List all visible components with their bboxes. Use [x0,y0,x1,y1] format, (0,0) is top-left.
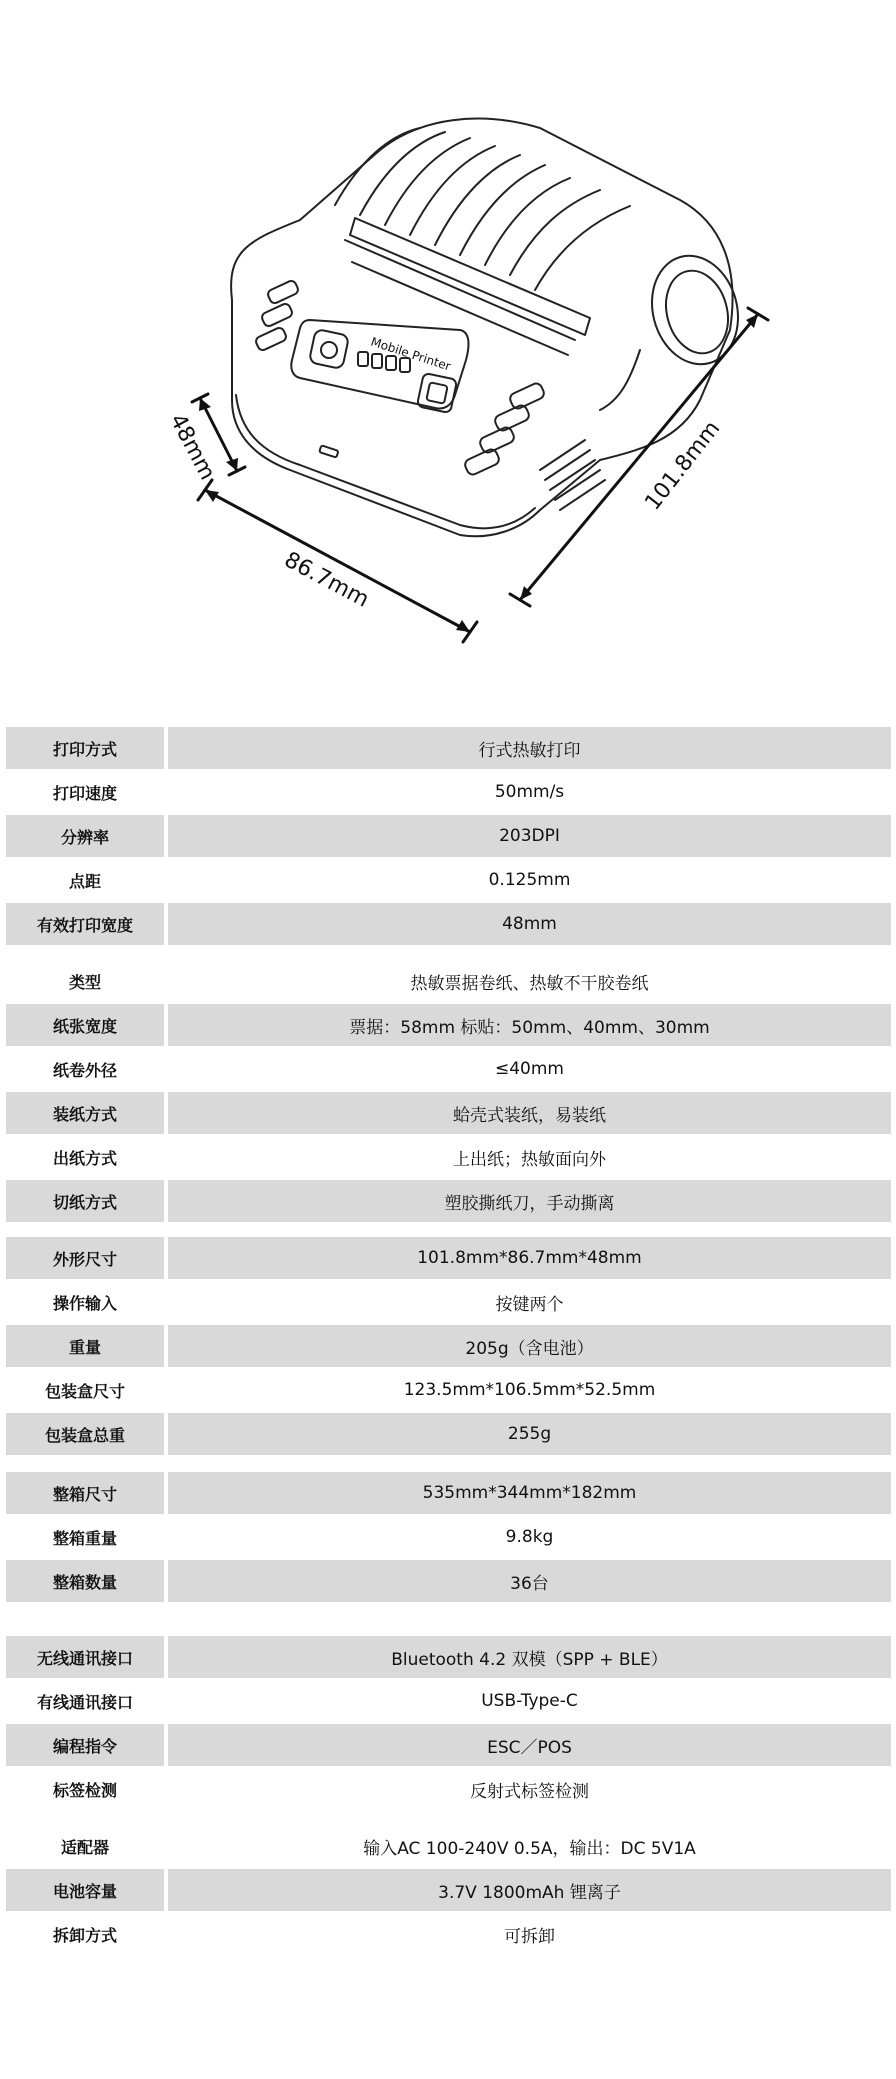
spec-label: 纸卷外径 [52,1060,117,1080]
spec-row [6,1724,891,1766]
spec-value: 上出纸；热敏面向外 [453,1149,606,1170]
spec-group-interface [6,1636,891,1812]
spec-value: 0.125mm [488,870,571,890]
spec-row [6,815,891,857]
spec-value: 3.7V 1800mAh 锂离子 [168,1869,891,1911]
spec-row [6,1136,891,1178]
spec-row [6,1180,891,1222]
spec-label: 电池容量 [6,1869,164,1911]
spec-label: 整箱数量 [6,1560,164,1602]
spec-label: 拆卸方式 [52,1925,117,1945]
spec-label: 打印方式 [6,727,164,769]
spec-label: 编程指令 [6,1724,164,1766]
spec-row [6,1825,891,1867]
spec-label: 出纸方式 [52,1148,117,1168]
spec-row [6,1636,891,1678]
spec-row [6,1413,891,1455]
spec-label: 整箱重量 [52,1528,117,1548]
spec-label: 包装盒总重 [6,1413,164,1455]
spec-value: 48mm [168,903,891,945]
spec-row [6,1004,891,1046]
spec-group-paper [6,960,891,1224]
spec-row [6,1680,891,1722]
spec-value: ESC／POS [168,1724,891,1766]
spec-row [6,1913,891,1955]
spec-value: 205g（含电池） [168,1325,891,1367]
spec-label: 装纸方式 [6,1092,164,1134]
spec-value: Bluetooth 4.2 双模（SPP + BLE） [168,1636,891,1678]
spec-label: 重量 [6,1325,164,1367]
spec-group-printing [6,727,891,947]
spec-label: 有线通讯接口 [36,1692,133,1712]
spec-value: 535mm*344mm*182mm [168,1472,891,1514]
spec-row [6,859,891,901]
spec-value: USB-Type-C [481,1691,578,1711]
spec-row [6,1325,891,1367]
spec-value: 9.8kg [505,1527,554,1547]
spec-label: 包装盒尺寸 [44,1381,125,1401]
dimension-height-label: 48mm [164,409,220,485]
spec-row [6,1516,891,1558]
spec-row [6,1560,891,1602]
spec-label: 打印速度 [52,783,117,803]
spec-label: 无线通讯接口 [6,1636,164,1678]
spec-label: 类型 [68,972,101,992]
spec-value: 塑胶撕纸刀，手动撕离 [168,1180,891,1222]
spec-value: 123.5mm*106.5mm*52.5mm [403,1380,656,1400]
spec-row [6,1048,891,1090]
dimension-width-label: 86.7mm [280,547,373,613]
spec-row [6,1869,891,1911]
spec-value: 反射式标签检测 [470,1781,589,1802]
spec-value: ≤40mm [495,1059,564,1079]
spec-row [6,1472,891,1514]
spec-label: 外形尺寸 [6,1237,164,1279]
spec-row [6,1237,891,1279]
spec-row [6,1281,891,1323]
spec-label: 点距 [68,871,101,891]
printer-illustration [0,0,896,720]
spec-label: 纸张宽度 [6,1004,164,1046]
spec-group-power [6,1825,891,1957]
spec-value: 255g [168,1413,891,1455]
spec-label: 标签检测 [52,1780,117,1800]
spec-label: 适配器 [60,1837,109,1857]
spec-value: 203DPI [168,815,891,857]
spec-group-carton [6,1472,891,1604]
dimension-depth-label: 101.8mm [640,416,726,516]
spec-value: 蛤壳式装纸，易装纸 [168,1092,891,1134]
spec-value: 按键两个 [495,1294,564,1315]
spec-value: 行式热敏打印 [168,727,891,769]
spec-label: 整箱尺寸 [6,1472,164,1514]
spec-value: 可拆卸 [504,1926,555,1947]
spec-label: 分辨率 [6,815,164,857]
spec-label: 切纸方式 [6,1180,164,1222]
spec-group-physical [6,1237,891,1457]
spec-row [6,960,891,1002]
spec-value: 101.8mm*86.7mm*48mm [168,1237,891,1279]
spec-label: 有效打印宽度 [6,903,164,945]
spec-row [6,1768,891,1810]
spec-label: 操作输入 [52,1293,117,1313]
spec-value: 票据：58mm 标贴：50mm、40mm、30mm [168,1004,891,1046]
spec-value: 输入AC 100-240V 0.5A，输出：DC 5V1A [363,1838,696,1859]
spec-row [6,771,891,813]
device-brand-text: Mobile Printer [369,334,453,374]
spec-row [6,727,891,769]
spec-row [6,1092,891,1134]
spec-value: 36台 [168,1560,891,1602]
spec-value: 50mm/s [494,782,565,802]
spec-row [6,903,891,945]
spec-value: 热敏票据卷纸、热敏不干胶卷纸 [410,973,649,994]
spec-row [6,1369,891,1411]
